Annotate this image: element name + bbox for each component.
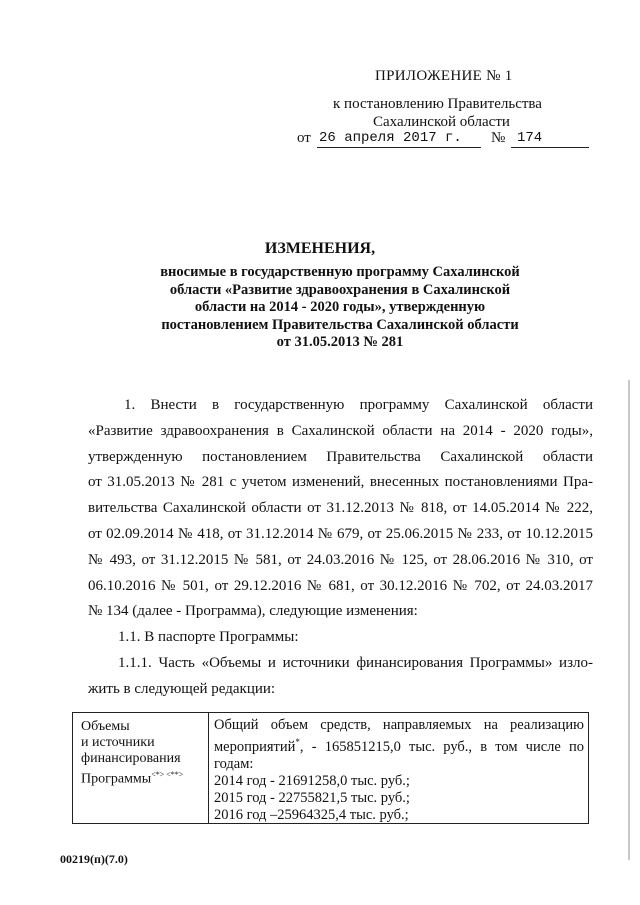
- body-line: вительства Сахалинской области от 31.12.2013 № 818, от 14.05.2014 № 222,: [88, 500, 593, 517]
- body-line: 1.1.1. Часть «Объемы и источники финансирования Программы» изло-: [118, 654, 593, 671]
- value-text: , - 165851215,0 тыс. руб., в том числе по: [299, 738, 584, 755]
- appendix-heading: ПРИЛОЖЕНИЕ № 1: [375, 68, 513, 84]
- region-line: Сахалинской области: [373, 114, 510, 130]
- date-from-label: от: [297, 130, 311, 146]
- body-line: утвержденную постановлением Правительства Сахалинской области: [88, 448, 593, 465]
- subtitle-line: области на 2014 - 2020 годы», утвержденную: [194, 299, 486, 315]
- label-line: финансирования: [81, 751, 181, 766]
- body-line: от 31.05.2013 № 281 с учетом изменений, внесенных постановлениями Пра-: [88, 474, 593, 491]
- number-label: №: [491, 130, 506, 146]
- body-line: № 493, от 31.12.2015 № 581, от 24.03.2016 № 125, от 28.06.2016 № 310, от: [88, 551, 593, 568]
- value-line: [214, 734, 584, 756]
- value-line: годам:: [214, 755, 254, 772]
- footnote-marks: <*> <**>: [151, 770, 184, 779]
- resolution-date-line: [297, 130, 597, 150]
- body-line: 06.10.2016 № 501, от 29.12.2016 № 681, от 30.12.2016 № 702, от 24.03.2017: [88, 577, 593, 594]
- value-line: Общий объем средств, направляемых на реализацию: [214, 717, 584, 733]
- form-code: 00219(п)(7.0): [60, 852, 128, 866]
- subtitle-line: постановлением Правительства Сахалинской области: [161, 316, 519, 333]
- label-line: и источники: [81, 735, 155, 750]
- resolution-line: к постановлению Правительства: [333, 96, 542, 112]
- funding-table: [72, 712, 589, 824]
- year-line: 2016 год –25964325,4 тыс. руб.;: [214, 806, 409, 823]
- document-subtitle: [140, 264, 540, 352]
- document-body: [88, 393, 593, 703]
- table-value-cell: [214, 717, 584, 824]
- year-line: 2015 год - 22755821,5 тыс. руб.;: [214, 789, 410, 806]
- resolution-date: 26 апреля 2017 г.: [317, 130, 481, 148]
- table-label-cell: [81, 719, 206, 788]
- table-column-divider: [208, 713, 209, 823]
- subtitle-line: от 31.05.2013 № 281: [276, 334, 404, 350]
- body-line: 1.1. В паспорте Программы:: [118, 629, 299, 646]
- label-line: [81, 767, 206, 788]
- footnote-star: *: [295, 737, 300, 747]
- body-line: 1. Внести в государственную программу Сахалинской области: [124, 397, 593, 413]
- body-line: от 02.09.2014 № 418, от 31.12.2014 № 679, от 25.06.2015 № 233, от 10.12.2015: [88, 525, 593, 542]
- label-line: Объемы: [81, 719, 130, 734]
- subtitle-line: области «Развитие здравоохранения в Сахалинской: [169, 281, 511, 298]
- body-line: жить в следующей редакции:: [88, 680, 276, 697]
- value-text: мероприятий: [214, 738, 296, 755]
- document-title: ИЗМЕНЕНИЯ,: [264, 240, 376, 257]
- year-line: 2014 год - 21691258,0 тыс. руб.;: [214, 772, 410, 789]
- resolution-number: 174: [511, 130, 589, 148]
- scan-edge-mark: [628, 380, 630, 860]
- body-line: «Развитие здравоохранения в Сахалинской области на 2014 - 2020 годы»,: [88, 422, 593, 439]
- subtitle-line: вносимые в государственную программу Сахалинской: [160, 264, 520, 280]
- label-text: Программы: [81, 771, 152, 787]
- body-line: № 134 (далее - Программа), следующие изменения:: [88, 603, 418, 620]
